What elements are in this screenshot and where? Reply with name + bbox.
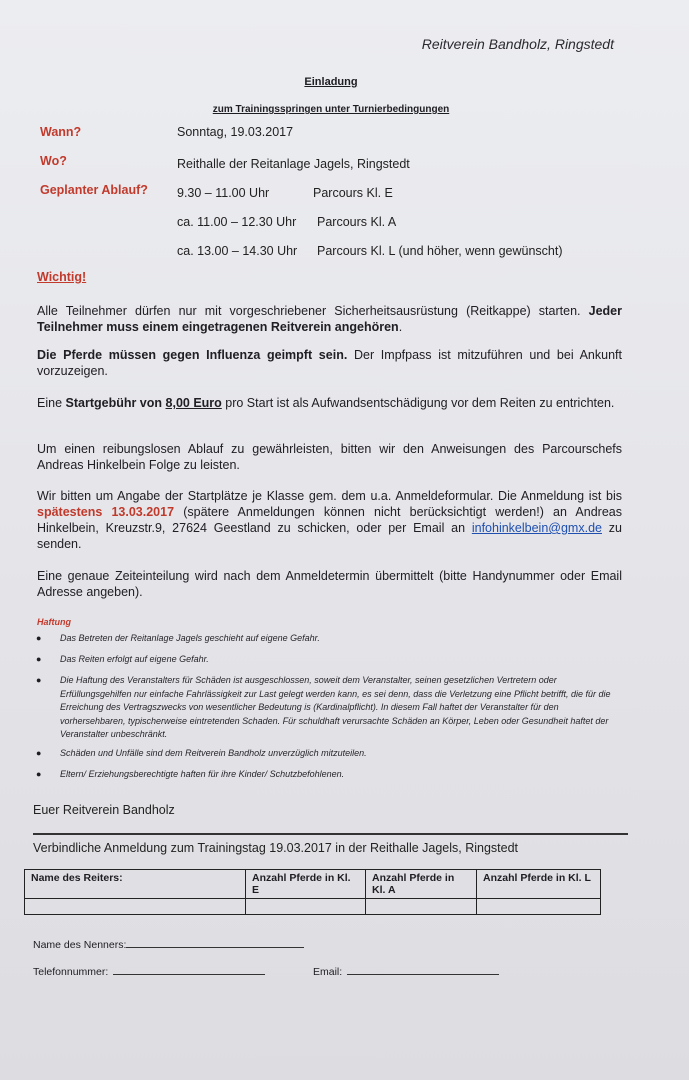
bullet-icon: ● (36, 633, 42, 643)
when-value: Sonntag, 19.03.2017 (177, 125, 294, 139)
schedule-time-3: ca. 13.00 – 14.30 Uhr (177, 244, 298, 258)
schedule-course-3: Parcours Kl. L (und höher, wenn gewünscht) (317, 244, 563, 258)
organization-header: Reitverein Bandholz, Ringstedt (421, 36, 614, 52)
column-class-e: Anzahl Pferde in Kl. E (246, 870, 366, 899)
bullet-icon: ● (36, 748, 42, 758)
schedule-label: Geplanter Ablauf? (40, 183, 148, 197)
liability-heading: Haftung (37, 617, 71, 627)
class-e-cell[interactable] (246, 899, 366, 915)
divider (33, 833, 628, 835)
bullet-icon: ● (36, 769, 42, 779)
paragraph-course-director: Um einen reibungslosen Ablauf zu gewährleisten, bitten wir den Anweisungen des Parcourschefs Andreas Hinkelbein Folge zu leisten. (37, 442, 622, 472)
registrant-name-field: Name des Nenners: (33, 937, 304, 951)
liability-item: Eltern/ Erziehungsberechtigte haften für ihre Kinder/ Schutzbefohlenen. (60, 769, 345, 779)
table-row (25, 899, 601, 915)
liability-item: Das Betreten der Reitanlage Jagels geschieht auf eigene Gefahr. (60, 633, 320, 643)
paragraph-equipment: Alle Teilnehmer dürfen nur mit vorgeschriebener Sicherheitsausrüstung (Reitkappe) starten. Jeder Teilnehmer muss einem eingetragenen Reitverein angehören. (37, 304, 622, 334)
class-l-cell[interactable] (477, 899, 601, 915)
schedule-course-2: Parcours Kl. A (317, 215, 397, 229)
paragraph-timetable: Eine genaue Zeiteinteilung wird nach dem Anmeldetermin übermittelt (bitte Handynummer oder Email Adresse angeben). (37, 569, 622, 599)
document-title: Einladung (304, 76, 358, 88)
column-rider: Name des Reiters: (25, 870, 246, 899)
liability-item: Schäden und Unfälle sind dem Reitverein Bandholz unverzüglich mitzuteilen. (60, 748, 367, 758)
column-class-l: Anzahl Pferde in Kl. L (477, 870, 601, 899)
signoff: Euer Reitverein Bandholz (33, 803, 175, 817)
class-a-cell[interactable] (366, 899, 477, 915)
paragraph-registration: Wir bitten um Angabe der Startplätze je Klasse gem. dem u.a. Anmeldeformular. Die Anmeldung ist bis spätestens 13.03.2017 (spätere Anmeldungen können nicht berücksichtigt werden!) an Andreas Hinkelbein, Kreuzstr.9, 27624 Geestland zu schicken, oder per Email an infohinkelbein@gmx.de zu senden. (37, 489, 622, 551)
paragraph-fee: Eine Startgebühr von 8,00 Euro pro Start ist als Aufwandsentschädigung vor dem Reiten zu entrichten. (37, 396, 615, 410)
phone-line[interactable] (113, 964, 265, 975)
schedule-time-2: ca. 11.00 – 12.30 Uhr (177, 215, 297, 229)
paragraph-vaccination: Die Pferde müssen gegen Influenza geimpft sein. Der Impfpass ist mitzuführen und bei Ankunft vorzuzeigen. (37, 348, 622, 378)
schedule-course-1: Parcours Kl. E (313, 186, 393, 200)
table-header-row (25, 870, 601, 899)
email-field: Email: (313, 964, 499, 978)
document-subtitle: zum Trainingsspringen unter Turnierbedingungen (212, 104, 450, 115)
where-label: Wo? (40, 154, 67, 168)
where-value: Reithalle der Reitanlage Jagels, Ringstedt (177, 157, 410, 171)
when-label: Wann? (40, 125, 82, 139)
rider-name-cell[interactable] (25, 899, 246, 915)
important-heading: Wichtig! (37, 270, 87, 284)
bullet-icon: ● (36, 654, 42, 664)
registration-heading: Verbindliche Anmeldung zum Trainingstag 19.03.2017 in der Reithalle Jagels, Ringstedt (33, 841, 519, 855)
registrant-name-line[interactable] (126, 937, 304, 948)
bullet-icon: ● (36, 675, 42, 685)
liability-item: Die Haftung des Veranstalters für Schäden ist ausgeschlossen, soweit dem Veranstalter, seinen gesetzlichen Vertretern oder Erfüllungsgehilfen nur einfache Fahrlässigkeit zur Last gelegt werden kann, es sei denn, dass die Verletzung eine Pflicht betrifft, die für die Erreichung des Vertragszwecks von wesentlicher Bedeutung is (Kardinalpflicht). In diesem Fall haftet der Veranstalter für den vorhersehbaren, typischerweise eintretenden Schaden. Für schuldhaft verursachte Schäden an Körper, Leben oder Gesundheit haftet der Veranstalter unbeschränkt. (60, 675, 611, 740)
phone-field: Telefonnummer: (33, 964, 265, 978)
schedule-time-1: 9.30 – 11.00 Uhr (177, 186, 270, 200)
registration-table (24, 869, 601, 915)
column-class-a: Anzahl Pferde in Kl. A (366, 870, 477, 899)
email-line[interactable] (347, 964, 499, 975)
liability-item: Das Reiten erfolgt auf eigene Gefahr. (60, 654, 209, 664)
email-link[interactable]: infohinkelbein@gmx.de (471, 521, 602, 535)
